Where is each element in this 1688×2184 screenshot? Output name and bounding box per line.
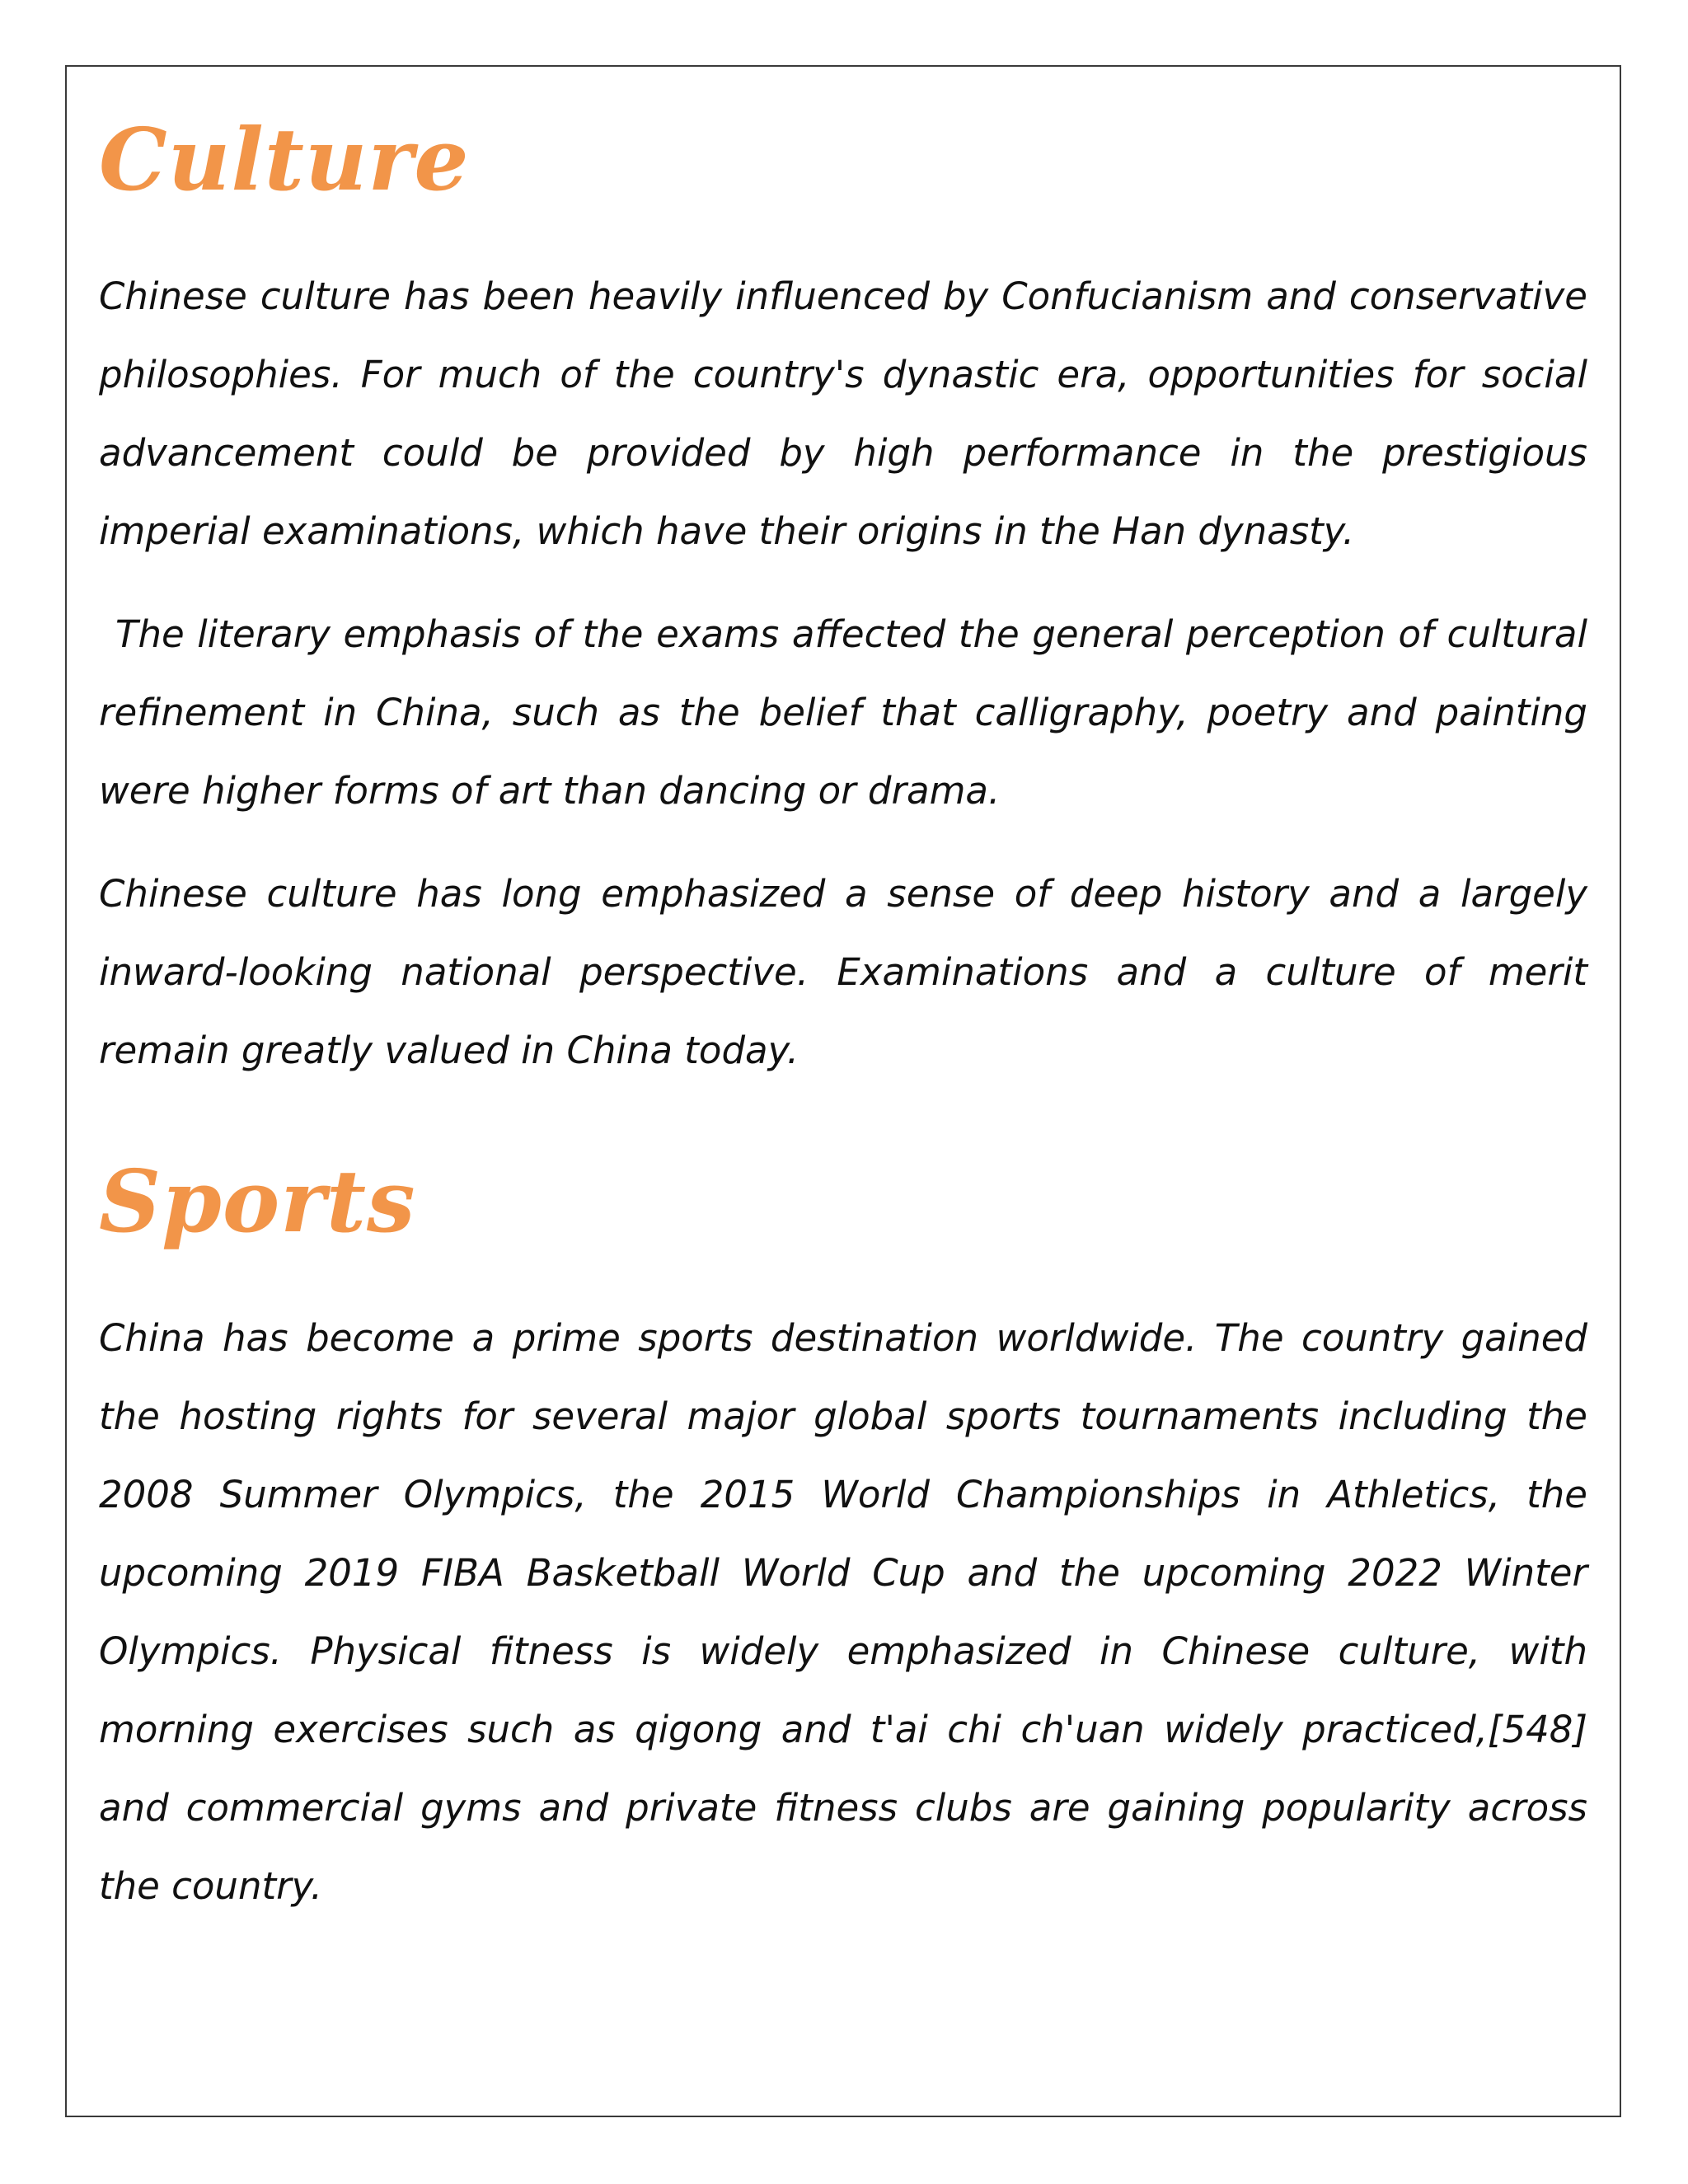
sports-heading: Sports [99, 1151, 416, 1252]
culture-paragraph-2: The literary emphasis of the exams affected the general perception of cultural refinement in China, such as the belief that calligraphy, poetry and painting were higher forms of art than dancing or drama. [99, 612, 1587, 813]
culture-paragraph-3: Chinese culture has long emphasized a sense of deep history and a largely inward-looking national perspective. Examinations and a culture of merit remain greatly valued in China today. [99, 872, 1587, 1072]
sports-paragraph-1: China has become a prime sports destination worldwide. The country gained the hosting rights for several major global sports tournaments including the 2008 Summer Olympics, the 2015 World Championships in Athletics, the upcoming 2019 FIBA Basketball World Cup and the upcoming 2022 Winter Olympics. Physical fitness is widely emphasized in Chinese culture, with morning exercises such as qigong and t'ai chi ch'uan widely practiced,[548] and commercial gyms and private fitness clubs are gaining popularity across the country. [99, 1316, 1587, 1908]
culture-paragraph-1: Chinese culture has been heavily influenced by Confucianism and conservative philosophies. For much of the country's dynastic era, opportunities for social advancement could be provided by high performance in the prestigious imperial examinations, which have their origins in the Han dynasty. [99, 274, 1587, 553]
culture-heading: Culture [99, 109, 470, 210]
document-body [99, 99, 1587, 1925]
